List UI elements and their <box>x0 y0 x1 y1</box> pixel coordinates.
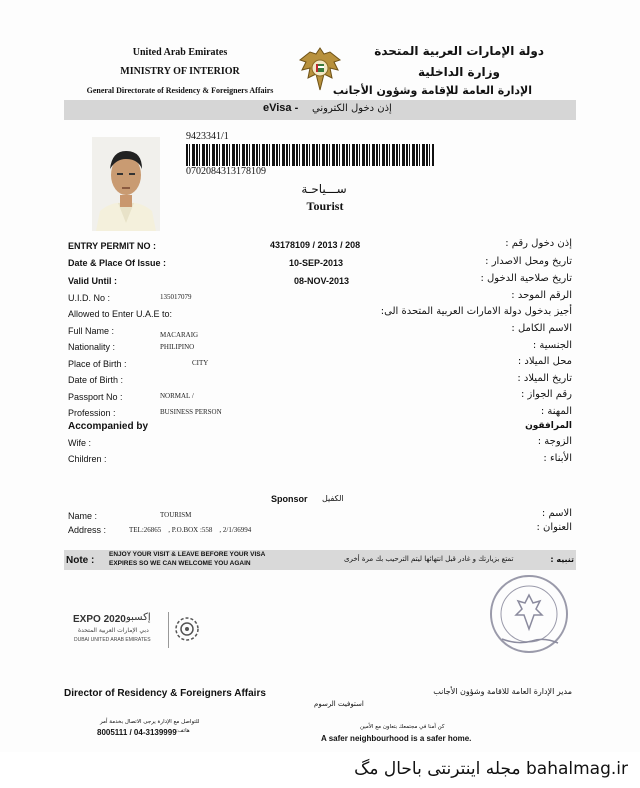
expo-logo-en: EXPO 2020 <box>73 614 126 625</box>
contact-numbers: 8005111 / 04-3139999 <box>97 728 177 737</box>
director-title-ar: مدير الإدارة العامة للاقامة وشؤون الأجانب <box>433 687 572 696</box>
barcode <box>186 144 434 166</box>
place-of-birth-value: CITY <box>192 359 209 367</box>
note-label-ar: تنبيه : <box>550 555 574 564</box>
fees-paid-ar: استوفيت الرسوم <box>314 700 364 708</box>
site-watermark-bar <box>0 752 640 788</box>
director-title-en: Director of Residency & Foreigners Affairs <box>64 688 266 699</box>
nationality-label: Nationality : <box>68 342 116 352</box>
nationality-ar: الجنسية : <box>532 340 572 351</box>
accompanied-title-en: Accompanied by <box>68 421 149 432</box>
full-name-label: Full Name : <box>68 326 115 336</box>
valid-until-ar: تاريخ صلاحية الدخول : <box>480 273 572 284</box>
note-label-en: Note : <box>66 555 95 566</box>
allowed-label: Allowed to Enter U.A.E to: <box>68 309 173 319</box>
uid-ar: الرقم الموحد : <box>511 290 572 301</box>
sponsor-address-value: TEL:26865 , P.O.BOX :558 , 2/1/36994 <box>129 526 252 534</box>
note-text-en-line1: ENJOY YOUR VISIT & LEAVE BEFORE YOUR VISA <box>109 551 266 558</box>
evisa-title-en: eVisa - <box>263 102 299 114</box>
sponsor-address-label: Address : <box>68 525 107 535</box>
header-country-en: United Arab Emirates <box>132 47 228 58</box>
profession-label: Profession : <box>68 408 116 418</box>
profession-ar: المهنة : <box>540 406 572 417</box>
sponsor-address-ar: العنوان : <box>536 522 572 533</box>
passport-ar: رقم الجواز : <box>520 389 572 400</box>
full-name-ar: الاسم الكامل : <box>511 323 572 334</box>
passport-label: Passport No : <box>68 392 123 402</box>
valid-until-label: Valid Until : <box>68 276 118 286</box>
safer-ar: كن آمنا في مجتمعك بتعاون مع الأمين <box>360 724 445 730</box>
wife-label: Wife : <box>68 438 92 448</box>
visa-type-en: Tourist <box>306 199 344 213</box>
entry-permit-label: ENTRY PERMIT NO : <box>68 241 157 251</box>
entry-permit-value: 43178109 / 2013 / 208 <box>270 240 361 250</box>
uid-value: 135017079 <box>160 293 192 301</box>
allowed-ar: أجيز بدخول دولة الامارات العربية المتحدة الى: <box>380 306 572 317</box>
children-ar: الأبناء : <box>543 453 572 464</box>
note-text-en-line2: EXPIRES SO WE CAN WELCOME YOU AGAIN <box>109 560 251 567</box>
date-of-birth-ar: تاريخ الميلاد : <box>517 373 572 384</box>
sponsor-title-en: Sponsor <box>271 494 308 504</box>
header-ministry-en: MINISTRY OF INTERIOR <box>120 66 240 77</box>
date-place-value: 10-SEP-2013 <box>289 258 344 268</box>
note-text-ar: تمتع بزيارتك و غادر قبل انتهائها ليتم الترحيب بك مرة أخرى <box>344 555 514 563</box>
header-ministry-ar: وزارة الداخلية <box>417 65 500 79</box>
header-directorate-en: General Directorate of Residency & Foreigners Affairs <box>86 86 274 95</box>
official-stamp-icon <box>488 573 570 655</box>
applicant-photo <box>92 137 160 231</box>
uid-label: U.I.D. No : <box>68 293 111 303</box>
sponsor-name-ar: الاسم : <box>541 508 572 519</box>
place-of-birth-ar: محل الميلاد : <box>517 356 572 367</box>
safer-en: A safer neighbourhood is a safer home. <box>321 734 472 743</box>
children-label: Children : <box>68 454 107 464</box>
wife-ar: الزوجة : <box>537 436 572 447</box>
barcode-top-number: 9423341/1 <box>186 131 229 142</box>
date-of-birth-label: Date of Birth : <box>68 375 124 385</box>
expo-sub-ar: دبي الإمارات العربية المتحدة <box>78 627 149 634</box>
place-of-birth-label: Place of Birth : <box>68 359 127 369</box>
barcode-bottom-number: 0702084313178109 <box>186 166 266 177</box>
contact-ar-line2: هاتف: <box>176 728 190 734</box>
expo-divider <box>168 612 169 648</box>
visa-type-ar: ســـياحـة <box>301 182 347 196</box>
contact-ar-line1: للتواصل مع الإدارة يرجى الاتصال بخدمة أمر <box>100 719 200 725</box>
accompanied-title-ar: المرافقون <box>525 421 572 431</box>
header-directorate-ar: الإدارة العامة للإقامة وشؤون الأجانب <box>332 84 532 97</box>
sponsor-name-label: Name : <box>68 511 98 521</box>
profession-value: BUSINESS PERSON <box>160 408 222 416</box>
nationality-value: PHILIPINO <box>160 343 195 351</box>
expo-emblem-icon <box>172 614 202 644</box>
sponsor-title-ar: الكفيل <box>322 494 344 503</box>
full-name-value: MACARAIG <box>160 331 199 339</box>
evisa-title-ar: إذن دخول الكتروني <box>312 103 392 114</box>
header-country-ar: دولة الإمارات العربية المتحدة <box>374 44 544 58</box>
valid-until-value: 08-NOV-2013 <box>294 276 350 286</box>
entry-permit-ar: إذن دخول رقم : <box>505 238 572 249</box>
expo-sub-en: DUBAI UNITED ARAB EMIRATES <box>74 637 151 643</box>
sponsor-name-value: TOURISM <box>160 511 192 519</box>
watermark-text[interactable]: bahalmag.ir مجله اینترنتی باحال مگ <box>354 759 628 779</box>
passport-value: NORMAL / <box>160 392 194 400</box>
date-place-ar: تاريخ ومحل الاصدار : <box>485 256 572 267</box>
expo-logo-ar: إكسبو <box>126 612 151 623</box>
date-place-label: Date & Place Of Issue : <box>68 258 167 268</box>
